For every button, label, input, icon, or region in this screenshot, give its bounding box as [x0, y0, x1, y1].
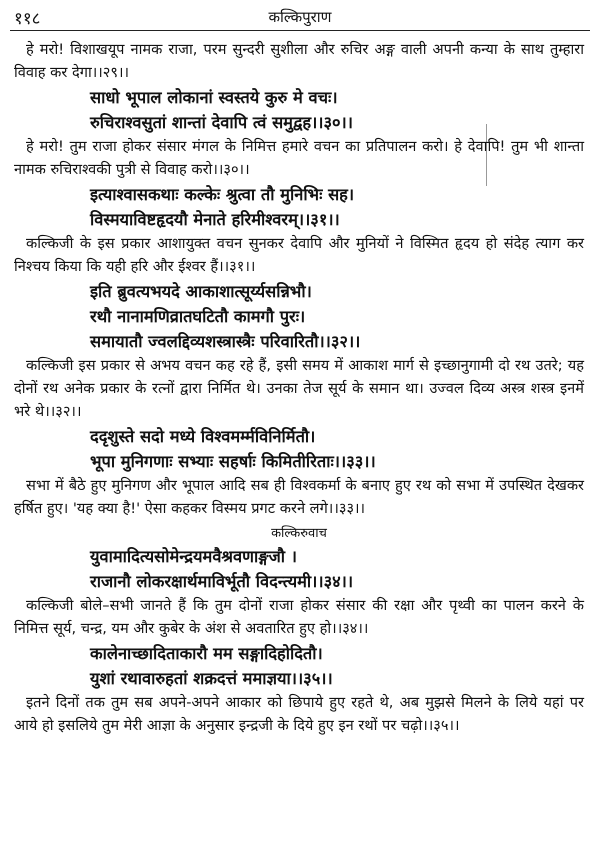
verse-line: युशां रथावारुहतां शक्रदत्तं ममाज्ञया।।३५।।: [90, 669, 333, 688]
prose-paragraph: कल्किजी के इस प्रकार आशायुक्त वचन सुनकर देवापि और मुनियों ने विस्मित हृदय हो संदेह त्याग कर निश्चय किया कि यही हरि और ईश्वर हैं।।३१।।: [14, 235, 584, 275]
verse-line: भूपा मुनिगणाः सभ्याः सहर्षाः किमितीरिताः।।३३।।: [90, 452, 376, 471]
prose-paragraph: इतने दिनों तक तुम सब अपने-अपने आकार को छिपाये हुए रहते थे, अब मुझसे मिलने के लिये यहां पर आये हो इसलिये तुम मेरी आज्ञा के अनुसार इन्द्रजी के दिये हुए इन रथों पर चढ़ो।।३५।।: [14, 694, 584, 734]
page-header: [14, 4, 586, 28]
page-body: [14, 38, 584, 738]
verse-line: समायातौ ज्वलद्दिव्यशस्त्रास्त्रैः परिवारितौ।।३२।।: [90, 332, 361, 351]
verse-line: युवामादित्यसोमेन्द्रयमवैश्रवणाङ्गजौ ।: [90, 547, 297, 566]
prose-paragraph: कल्किजी बोले–सभी जानते हैं कि तुम दोनों राजा होकर संसार की रक्षा और पृथ्वी का पालन करने के निमित्त सूर्य, चन्द्र, यम और कुबेर के अंश से अवतारित हुए हो।।३४।।: [14, 597, 584, 637]
verse-line: रथौ नानामणिव्रातघटितौ कामगौ पुरः।: [90, 307, 306, 326]
verse-line: कालेनाच्छादिताकारौ मम सङ्गादिहोदितौ।: [90, 644, 323, 663]
verse-line: रुचिराश्वसुतां शान्तां देवापि त्वं समुद्वह।।३०।।: [90, 113, 353, 132]
page-number: ११८: [14, 9, 41, 29]
verse-line: साधो भूपाल लोकानां स्वस्तये कुरु मे वचः।: [90, 88, 338, 107]
prose-paragraph: सभा में बैठे हुए मुनिगण और भूपाल आदि सब ही विश्वकर्मा के बनाए हुए रथ को सभा में उपस्थित देखकर हर्षित हुए। 'यह क्या है!' ऐसा कहकर विस्मय प्रगट करने लगे।।३३।।: [14, 477, 584, 517]
prose-paragraph: हे मरो! विशाखयूप नामक राजा, परम सुन्दरी सुशीला और रुचिर अङ्ग वाली अपनी कन्या के साथ तुम्हारा विवाह कर देगा।।२९।।: [14, 41, 584, 81]
prose-paragraph: हे मरो! तुम राजा होकर संसार मंगल के निमित्त हमारे वचन का प्रतिपालन करो। हे देवापि! तुम भी शान्ता नामक रुचिराश्वकी पुत्री से विवाह करो।।३०।।: [14, 138, 584, 178]
verse-line: इत्याश्वासकथाः कल्केः श्रुत्वा तौ मुनिभिः सह।: [90, 185, 355, 204]
verse-line: ददृशुस्ते सदो मध्ये विश्वमर्म्मविनिर्मितौ।: [90, 427, 316, 446]
prose-paragraph: कल्किजी इस प्रकार से अभय वचन कह रहे हैं, इसी समय में आकाश मार्ग से इच्छानुगामी दो रथ उतरे; यह दोनों रथ अनेक प्रकार के रत्नों द्वारा निर्मित थे। उनका तेज सूर्य के समान था। उज्वल दिव्य अस्त्र शस्त्र इनमें भरे थे।।३२।।: [14, 357, 584, 420]
verse-line: इति ब्रुवत्यभयदे आकाशात्सूर्य्यसन्निभौ।: [90, 282, 312, 301]
speaker-label: कल्किरुवाच: [271, 526, 327, 541]
verse-line: राजानौ लोकरक्षार्थमाविर्भूतौ विदन्त्यमी।।३४।।: [90, 572, 354, 591]
verse-line: विस्मयाविष्टहृदयौ मेनाते हरिमीश्वरम्।।३१।।: [90, 210, 340, 229]
running-title: कल्किपुराण: [268, 8, 332, 26]
header-rule: [10, 30, 590, 31]
